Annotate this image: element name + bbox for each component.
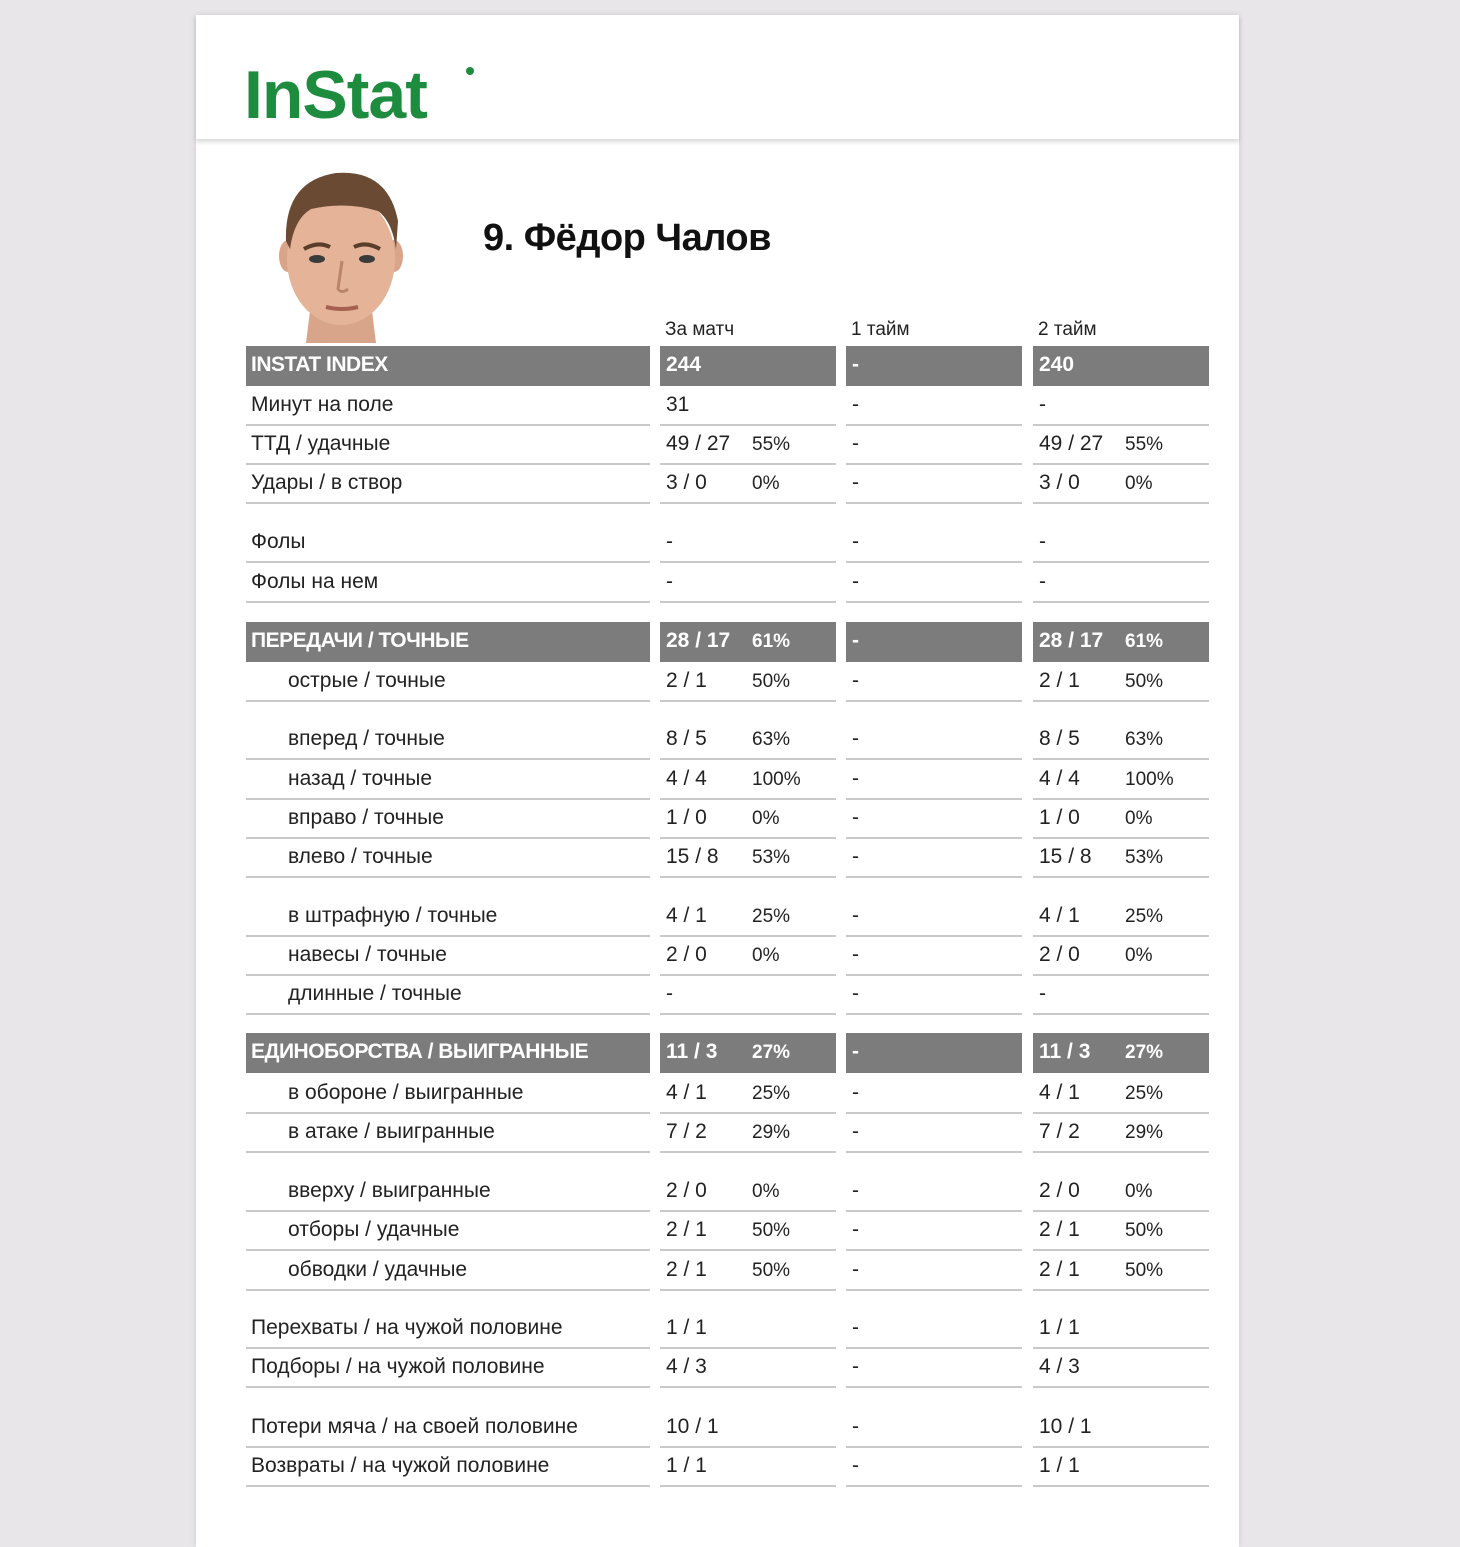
match-cell-value: - (666, 530, 673, 553)
half2-cell (1033, 1447, 1209, 1487)
match-cell (660, 1113, 836, 1153)
table-row (246, 1211, 1209, 1251)
half2-cell-value: 4 / 4 (1039, 767, 1080, 790)
match-cell (660, 799, 836, 839)
half1-cell (846, 1251, 1022, 1291)
stat-label (246, 386, 650, 426)
half2-cell-value: 4 / 1 (1039, 1081, 1080, 1104)
half2-cell-percent: 27% (1125, 1042, 1164, 1063)
match-cell (660, 523, 836, 563)
half2-cell-value: 7 / 2 (1039, 1120, 1080, 1143)
match-cell-value: 2 / 0 (666, 943, 707, 966)
stat-label-value: ПЕРЕДАЧИ / ТОЧНЫЕ (251, 629, 469, 652)
table-row (246, 386, 1209, 426)
match-cell-value: - (666, 982, 673, 1005)
half1-cell-value: - (852, 806, 859, 829)
match-cell-value: 1 / 1 (666, 1316, 707, 1339)
match-cell-value: 15 / 8 (666, 845, 719, 868)
half2-cell (1033, 1309, 1209, 1349)
half2-cell-value: - (1039, 570, 1046, 593)
match-cell (660, 1074, 836, 1114)
half1-cell-value: - (852, 767, 859, 790)
match-cell-percent: 53% (752, 847, 791, 868)
half1-cell-value: - (852, 943, 859, 966)
half1-cell (846, 523, 1022, 563)
stat-label-value: ЕДИНОБОРСТВА / ВЫИГРАННЫЕ (251, 1040, 589, 1063)
half1-cell-value: - (852, 1415, 859, 1438)
table-row (246, 838, 1209, 878)
half1-cell-value: - (852, 904, 859, 927)
stat-label (246, 1408, 650, 1448)
table-row (246, 563, 1209, 603)
stat-label (246, 662, 650, 702)
match-cell-percent: 29% (752, 1122, 791, 1143)
match-cell (660, 897, 836, 937)
table-row (246, 1251, 1209, 1291)
match-cell-percent: 100% (752, 769, 801, 790)
half2-cell (1033, 838, 1209, 878)
section-header-row (246, 1033, 1209, 1073)
half1-cell (846, 1309, 1022, 1349)
half2-cell-value: 10 / 1 (1039, 1415, 1092, 1438)
report-header (196, 15, 1239, 139)
half2-cell-percent: 0% (1125, 473, 1153, 494)
match-cell-percent: 0% (752, 1181, 780, 1202)
table-row (246, 1348, 1209, 1388)
half2-cell (1033, 425, 1209, 465)
stat-label (246, 1074, 650, 1114)
stat-label-value: Фолы на нем (251, 570, 379, 593)
half1-cell (846, 1447, 1022, 1487)
half2-cell-value: 49 / 27 (1039, 432, 1104, 455)
match-cell (660, 1251, 836, 1291)
stat-label (246, 523, 650, 563)
half1-cell-value: - (852, 1454, 859, 1477)
match-cell-value: 1 / 0 (666, 806, 707, 829)
half1-cell-value: - (852, 727, 859, 750)
match-cell-percent: 50% (752, 1220, 791, 1241)
half2-cell (1033, 799, 1209, 839)
half1-cell-value: - (852, 432, 859, 455)
stat-label (246, 1033, 650, 1073)
match-cell (660, 1447, 836, 1487)
match-cell (660, 1211, 836, 1251)
column-header-half2: 2 тайм (1038, 319, 1097, 340)
section-header-row (246, 346, 1209, 386)
half1-cell-value: - (852, 1355, 859, 1378)
half1-cell (846, 425, 1022, 465)
table-row (246, 523, 1209, 563)
half2-cell-value: 1 / 1 (1039, 1316, 1080, 1339)
half2-cell (1033, 897, 1209, 937)
half2-cell-percent: 29% (1125, 1122, 1164, 1143)
half2-cell-percent: 50% (1125, 1260, 1164, 1281)
match-cell-value: 4 / 1 (666, 904, 707, 927)
match-cell-percent: 55% (752, 434, 791, 455)
half2-cell (1033, 1113, 1209, 1153)
half1-cell (846, 1211, 1022, 1251)
match-cell-value: 49 / 27 (666, 432, 731, 455)
match-cell (660, 662, 836, 702)
match-cell (660, 1033, 836, 1073)
half2-cell-value: 28 / 17 (1039, 629, 1104, 652)
table-row (246, 1309, 1209, 1349)
half2-cell-value: 8 / 5 (1039, 727, 1080, 750)
match-cell (660, 838, 836, 878)
table-row (246, 760, 1209, 800)
half2-cell-value: 4 / 1 (1039, 904, 1080, 927)
stat-label-value: вперед / точные (288, 727, 445, 750)
match-cell (660, 1309, 836, 1349)
match-cell-value: 3 / 0 (666, 471, 707, 494)
stat-label (246, 622, 650, 662)
stat-label (246, 838, 650, 878)
match-cell-value: 2 / 1 (666, 1258, 707, 1281)
instat-logo: InStat (244, 57, 427, 133)
report-sheet (196, 15, 1239, 1547)
match-cell-value: 28 / 17 (666, 629, 731, 652)
stat-label (246, 720, 650, 760)
half1-cell (846, 760, 1022, 800)
half2-cell-value: - (1039, 393, 1046, 416)
half2-cell (1033, 346, 1209, 386)
half1-cell (846, 1074, 1022, 1114)
half2-cell (1033, 563, 1209, 603)
table-row (246, 1172, 1209, 1212)
stat-label (246, 1113, 650, 1153)
stat-label-value: отборы / удачные (288, 1218, 460, 1241)
half1-cell (846, 464, 1022, 504)
half1-cell-value: - (852, 353, 859, 376)
half2-cell-value: 2 / 0 (1039, 943, 1080, 966)
match-cell-value: - (666, 570, 673, 593)
half1-cell (846, 799, 1022, 839)
table-row (246, 936, 1209, 976)
half2-cell (1033, 936, 1209, 976)
half1-cell-value: - (852, 1258, 859, 1281)
half1-cell (846, 662, 1022, 702)
match-cell-percent: 63% (752, 729, 791, 750)
match-cell-percent: 50% (752, 1260, 791, 1281)
table-row (246, 975, 1209, 1015)
table-row (246, 464, 1209, 504)
stat-label (246, 936, 650, 976)
half2-cell-percent: 55% (1125, 434, 1164, 455)
half1-cell (846, 975, 1022, 1015)
half2-cell (1033, 523, 1209, 563)
match-cell-percent: 0% (752, 473, 780, 494)
match-cell-percent: 50% (752, 671, 791, 692)
match-cell-value: 8 / 5 (666, 727, 707, 750)
half1-cell-value: - (852, 982, 859, 1005)
stat-label-value: навесы / точные (288, 943, 447, 966)
match-cell (660, 622, 836, 662)
half2-cell (1033, 622, 1209, 662)
half1-cell-value: - (852, 845, 859, 868)
half2-cell (1033, 1074, 1209, 1114)
half2-cell-value: - (1039, 982, 1046, 1005)
player-photo (266, 161, 416, 343)
half1-cell-value: - (852, 669, 859, 692)
match-cell-value: 2 / 0 (666, 1179, 707, 1202)
half2-cell (1033, 662, 1209, 702)
half1-cell-value: - (852, 393, 859, 416)
stat-label-value: влево / точные (288, 845, 433, 868)
stat-label-value: в обороне / выигранные (288, 1081, 524, 1104)
match-cell-value: 2 / 1 (666, 669, 707, 692)
half1-cell-value: - (852, 570, 859, 593)
half1-cell (846, 936, 1022, 976)
half2-cell-value: 4 / 3 (1039, 1355, 1080, 1378)
stat-label-value: ТТД / удачные (251, 432, 391, 455)
stat-label (246, 1172, 650, 1212)
stat-label-value: Возвраты / на чужой половине (251, 1454, 550, 1477)
half2-cell-value: 1 / 0 (1039, 806, 1080, 829)
half1-cell-value: - (852, 471, 859, 494)
half1-cell (846, 563, 1022, 603)
match-cell (660, 1172, 836, 1212)
match-cell-percent: 27% (752, 1042, 791, 1063)
half2-cell-percent: 0% (1125, 945, 1153, 966)
match-cell-value: 31 (666, 393, 690, 416)
half2-cell-value: 240 (1039, 353, 1075, 376)
stat-label (246, 563, 650, 603)
match-cell (660, 975, 836, 1015)
player-portrait-icon (266, 161, 416, 343)
match-cell-percent: 0% (752, 808, 780, 829)
stat-label-value: Минут на поле (251, 393, 394, 416)
match-cell (660, 346, 836, 386)
half2-cell-value: 3 / 0 (1039, 471, 1080, 494)
stat-label (246, 975, 650, 1015)
stat-label-value: острые / точные (288, 669, 446, 692)
match-cell-value: 2 / 1 (666, 1218, 707, 1241)
stat-label-value: в штрафную / точные (288, 904, 498, 927)
match-cell-value: 4 / 4 (666, 767, 707, 790)
half2-cell (1033, 386, 1209, 426)
match-cell (660, 1348, 836, 1388)
match-cell-value: 4 / 1 (666, 1081, 707, 1104)
match-cell (660, 720, 836, 760)
match-cell (660, 386, 836, 426)
half2-cell-value: 15 / 8 (1039, 845, 1092, 868)
stat-label-value: вверху / выигранные (288, 1179, 491, 1202)
column-header-match: За матч (665, 319, 735, 340)
stat-label-value: длинные / точные (288, 982, 462, 1005)
half1-cell (846, 1408, 1022, 1448)
half2-cell (1033, 720, 1209, 760)
half2-cell-value: - (1039, 530, 1046, 553)
logo-dot-icon (466, 67, 474, 75)
match-cell-value: 4 / 3 (666, 1355, 707, 1378)
half2-cell-value: 11 / 3 (1039, 1040, 1091, 1063)
stat-label-value: Перехваты / на чужой половине (251, 1316, 563, 1339)
half1-cell (846, 1113, 1022, 1153)
half1-cell-value: - (852, 629, 859, 652)
half2-cell-percent: 50% (1125, 1220, 1164, 1241)
section-header-row (246, 622, 1209, 662)
half2-cell (1033, 760, 1209, 800)
stat-label-value: INSTAT INDEX (251, 353, 388, 376)
table-row (246, 897, 1209, 937)
half1-cell (846, 838, 1022, 878)
stat-label (246, 1348, 650, 1388)
half1-cell (846, 386, 1022, 426)
stat-label (246, 897, 650, 937)
stat-label-value: Подборы / на чужой половине (251, 1355, 545, 1378)
match-cell (660, 936, 836, 976)
half2-cell (1033, 464, 1209, 504)
stat-label-value: назад / точные (288, 767, 433, 790)
match-cell (660, 1408, 836, 1448)
table-row (246, 1074, 1209, 1114)
stat-label (246, 1309, 650, 1349)
table-row (246, 1113, 1209, 1153)
stat-label-value: Потери мяча / на своей половине (251, 1415, 578, 1438)
half2-cell-value: 2 / 1 (1039, 1218, 1080, 1241)
half2-cell (1033, 1408, 1209, 1448)
half2-cell-value: 2 / 1 (1039, 669, 1080, 692)
half2-cell (1033, 1033, 1209, 1073)
table-row (246, 799, 1209, 839)
half2-cell-percent: 61% (1125, 631, 1164, 652)
stat-label (246, 760, 650, 800)
half1-cell (846, 346, 1022, 386)
stat-label-value: вправо / точные (288, 806, 444, 829)
stat-label-value: Фолы (251, 530, 306, 553)
half2-cell (1033, 1211, 1209, 1251)
half2-cell-percent: 100% (1125, 769, 1174, 790)
stat-label-value: в атаке / выигранные (288, 1120, 495, 1143)
match-cell (660, 760, 836, 800)
match-cell-value: 10 / 1 (666, 1415, 719, 1438)
half2-cell-percent: 0% (1125, 1181, 1153, 1202)
half1-cell (846, 897, 1022, 937)
half1-cell-value: - (852, 1218, 859, 1241)
match-cell (660, 563, 836, 603)
stat-label (246, 425, 650, 465)
stat-label (246, 464, 650, 504)
half2-cell-percent: 63% (1125, 729, 1164, 750)
half1-cell (846, 720, 1022, 760)
player-name: 9. Фёдор Чалов (483, 217, 771, 259)
half1-cell-value: - (852, 1316, 859, 1339)
half1-cell (846, 1172, 1022, 1212)
match-cell (660, 425, 836, 465)
match-cell (660, 464, 836, 504)
half2-cell-value: 1 / 1 (1039, 1454, 1080, 1477)
match-cell-value: 1 / 1 (666, 1454, 707, 1477)
half1-cell-value: - (852, 1040, 859, 1063)
half2-cell-percent: 0% (1125, 808, 1153, 829)
table-row (246, 1447, 1209, 1487)
half1-cell (846, 622, 1022, 662)
half2-cell (1033, 1348, 1209, 1388)
half1-cell (846, 1348, 1022, 1388)
match-cell-percent: 0% (752, 945, 780, 966)
table-row (246, 425, 1209, 465)
stat-label (246, 799, 650, 839)
match-cell-percent: 61% (752, 631, 791, 652)
stat-label (246, 346, 650, 386)
match-cell-percent: 25% (752, 906, 791, 927)
table-row (246, 1408, 1209, 1448)
stat-label (246, 1251, 650, 1291)
half2-cell (1033, 1251, 1209, 1291)
stat-label-value: обводки / удачные (288, 1258, 468, 1281)
half1-cell-value: - (852, 1179, 859, 1202)
half1-cell (846, 1033, 1022, 1073)
half2-cell-percent: 25% (1125, 1083, 1164, 1104)
half2-cell-percent: 25% (1125, 906, 1164, 927)
half1-cell-value: - (852, 1081, 859, 1104)
match-cell-percent: 25% (752, 1083, 791, 1104)
half1-cell-value: - (852, 1120, 859, 1143)
match-cell-value: 11 / 3 (666, 1040, 718, 1063)
half2-cell (1033, 975, 1209, 1015)
table-row (246, 662, 1209, 702)
table-row (246, 720, 1209, 760)
half2-cell-percent: 50% (1125, 671, 1164, 692)
half2-cell (1033, 1172, 1209, 1212)
half2-cell-percent: 53% (1125, 847, 1164, 868)
stat-label-value: Удары / в створ (251, 471, 403, 494)
stat-label (246, 1211, 650, 1251)
stat-label (246, 1447, 650, 1487)
half2-cell-value: 2 / 0 (1039, 1179, 1080, 1202)
half1-cell-value: - (852, 530, 859, 553)
match-cell-value: 7 / 2 (666, 1120, 707, 1143)
match-cell-value: 244 (666, 353, 702, 376)
column-header-half1: 1 тайм (851, 319, 910, 340)
half2-cell-value: 2 / 1 (1039, 1258, 1080, 1281)
